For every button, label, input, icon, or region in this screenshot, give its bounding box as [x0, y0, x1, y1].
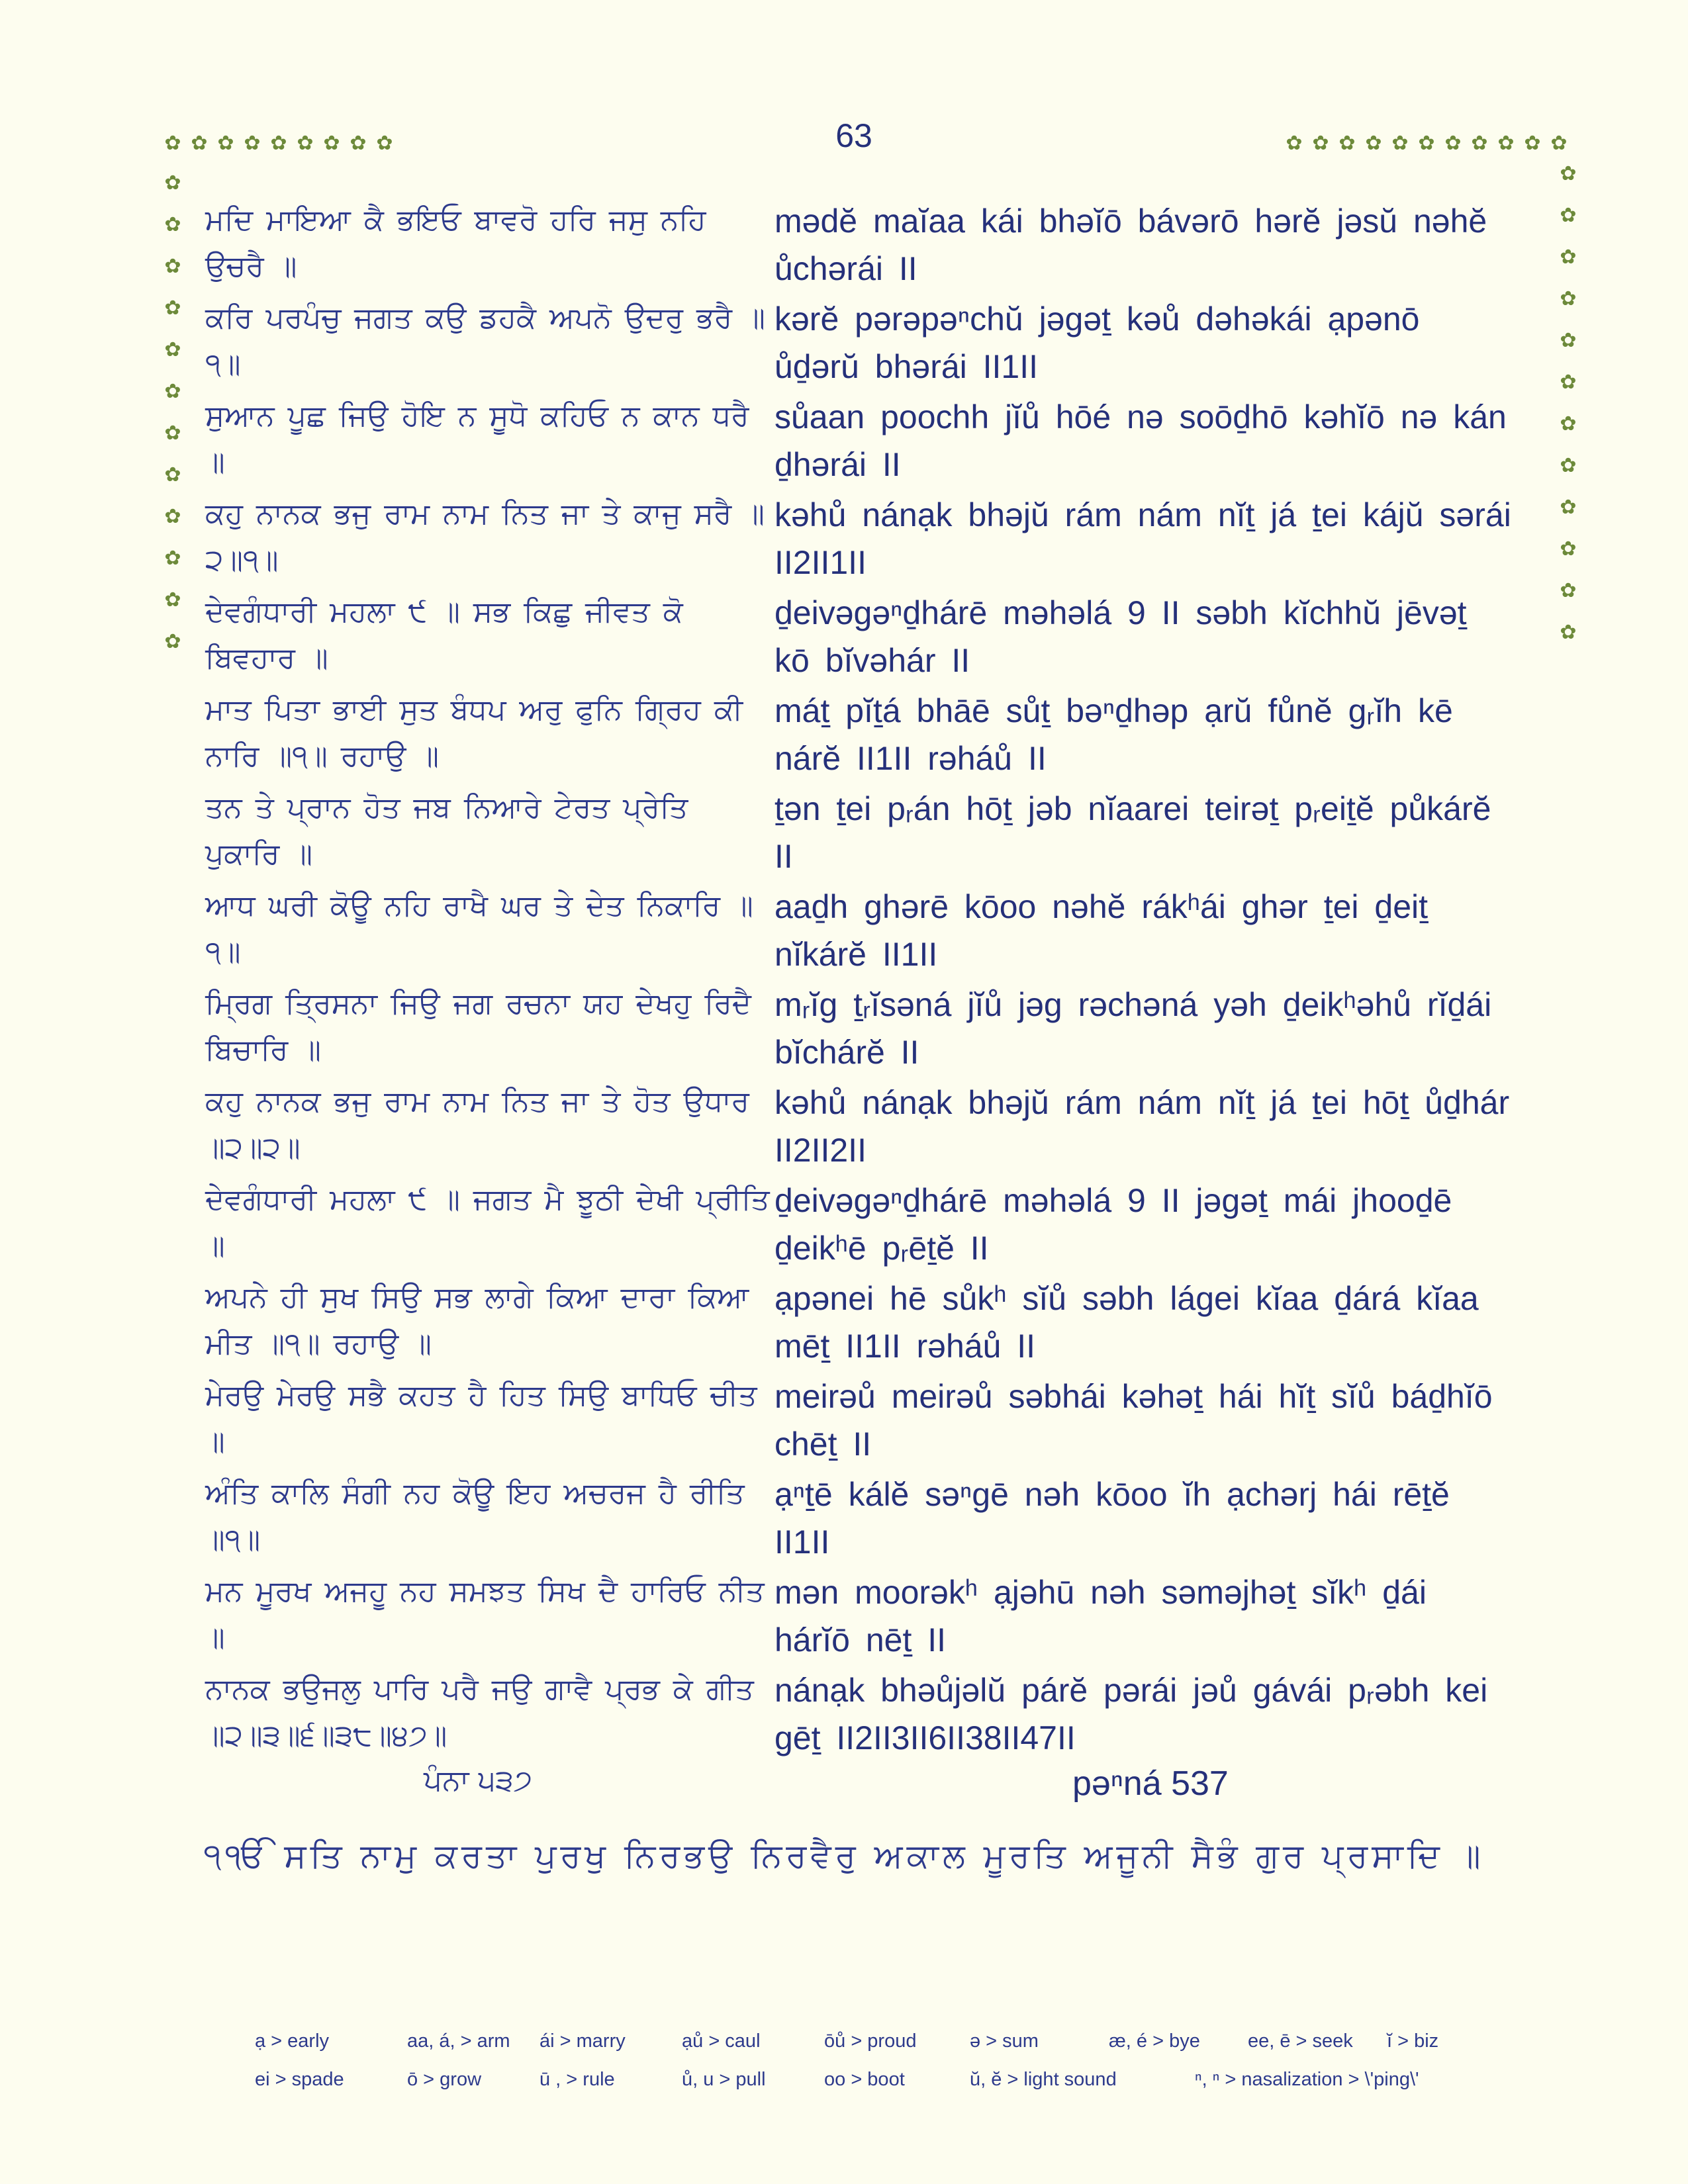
- verse-row: [205, 1177, 1523, 1272]
- page-number: 63: [835, 117, 872, 154]
- flower-icon: ✿: [1560, 579, 1577, 602]
- legend-item: ŭ, ĕ > light sound: [970, 2069, 1117, 2090]
- flower-icon: ✿: [164, 463, 181, 486]
- flower-icon: ✿: [1560, 496, 1577, 519]
- flower-icon: ✿: [164, 547, 181, 570]
- flower-icon: ✿: [1286, 132, 1303, 155]
- transliteration-text: sůaan poochh jĭů hōé nə soōḏhō kəhĭō nə kán ḏhərái II: [774, 398, 1507, 483]
- legend-item: ái > marry: [539, 2030, 626, 2052]
- flower-icon: ✿: [1560, 371, 1577, 394]
- flower-icon: ✿: [350, 132, 367, 155]
- gurmukhi-text: ਆਧ ਘਰੀ ਕੋਊ ਨਹਿ ਰਾਖੈ ਘਰ ਤੇ ਦੇਤ ਨਿਕਾਰਿ ॥੧॥: [205, 889, 753, 969]
- legend-item: ei > spade: [255, 2069, 344, 2090]
- flower-icon: ✿: [1497, 132, 1515, 155]
- transliteration-text: aaḏh ghərē kōoo nəhĕ rákʰái ghər ṯei ḏeiṯ nĭkárĕ II1II: [774, 888, 1429, 973]
- verse-row: [205, 883, 1523, 978]
- gurmukhi-text: ਤਨ ਤੇ ਪ੍ਰਾਨ ਹੋਤ ਜਬ ਨਿਆਰੇ ਟੇਰਤ ਪ੍ਰੇਤਿ ਪੁਕਾਰਿ ॥: [205, 791, 688, 871]
- legend-item: æ, é > bye: [1109, 2030, 1200, 2052]
- verse-row: [205, 687, 1523, 782]
- legend-item: oo > boot: [824, 2069, 905, 2090]
- verse-row: [205, 1079, 1523, 1174]
- verse-row: [205, 393, 1523, 488]
- flower-icon: ✿: [1391, 132, 1409, 155]
- flower-icon: ✿: [217, 132, 234, 155]
- verse-row: [205, 1569, 1523, 1664]
- flower-icon: ✿: [1560, 537, 1577, 561]
- gurmukhi-text: ਅਪਨੇ ਹੀ ਸੁਖ ਸਿਉ ਸਭ ਲਾਗੇ ਕਿਆ ਦਾਰਾ ਕਿਆ ਮੀਤ ॥੧॥ ਰਹਾਉ ॥: [205, 1281, 749, 1361]
- flower-icon: ✿: [1524, 132, 1541, 155]
- transliteration-text: mən moorəkʰ ạjəhū nəh səməjhəṯ sĭkʰ ḏái hárĭō nēṯ II: [774, 1574, 1427, 1659]
- gurmukhi-text: ਸੁਆਨ ਪੂਛ ਜਿਉ ਹੋਇ ਨ ਸੂਧੋ ਕਹਿਓ ਨ ਕਾਨ ਧਰੈ ॥: [205, 399, 749, 479]
- flower-icon: ✿: [164, 338, 181, 361]
- flower-icon: ✿: [323, 132, 340, 155]
- legend-item: ə > sum: [970, 2030, 1039, 2052]
- transliteration-text: ṯən ṯei pᵣán hōṯ jəb nĭaarei teirəṯ pᵣeiṯĕ půkárĕ II: [774, 790, 1491, 875]
- transliteration-text: kəhů nánạk bhəjŭ rám nám nĭṯ já ṯei hōṯ ůḏhár II2II2II: [774, 1084, 1510, 1169]
- flower-icon: ✿: [164, 171, 181, 195]
- verse-row: [205, 295, 1523, 390]
- gurmukhi-text: ਮੇਰਉ ਮੇਰਉ ਸਭੈ ਕਹਤ ਹੈ ਹਿਤ ਸਿਉ ਬਾਧਿਓ ਚੀਤ ॥: [205, 1379, 757, 1459]
- flower-icon: ✿: [1418, 132, 1435, 155]
- panna-gurmukhi: ਪੰਨਾ ੫੩੭: [424, 1764, 533, 1797]
- panna-transliteration: pəⁿná 537: [1072, 1764, 1229, 1803]
- flower-icon: ✿: [1560, 204, 1577, 227]
- flower-icon: ✿: [164, 505, 181, 528]
- verse-row: [205, 1373, 1523, 1468]
- gurmukhi-text: ਦੇਵਗੰਧਾਰੀ ਮਹਲਾ ੯ ॥ ਸਭ ਕਿਛੁ ਜੀਵਤ ਕੋ ਬਿਵਹਾਰ ॥: [205, 595, 683, 675]
- flower-icon: ✿: [297, 132, 314, 155]
- verse-row: [205, 785, 1523, 880]
- legend-item: ō > grow: [407, 2069, 482, 2090]
- gurmukhi-text: ਮਾਤ ਪਿਤਾ ਭਾਈ ਸੁਤ ਬੰਧਪ ਅਰੁ ਫੁਨਿ ਗ੍ਰਿਹ ਕੀ ਨਾਰਿ ॥੧॥ ਰਹਾਉ ॥: [205, 693, 743, 773]
- legend-item: aa, á, > arm: [407, 2030, 510, 2052]
- transliteration-text: mədĕ maĭaa kái bhəĭō bávərō hərĕ jəsŭ nəhĕ ůchərái II: [774, 203, 1487, 287]
- verse-rows: [205, 197, 1523, 1764]
- flower-icon: ✿: [1560, 329, 1577, 352]
- verse-row: [205, 1666, 1523, 1762]
- verse-row: [205, 1471, 1523, 1566]
- legend-item: ĭ > biz: [1387, 2030, 1439, 2052]
- gurmukhi-text: ਕਹੁ ਨਾਨਕ ਭਜੁ ਰਾਮ ਨਾਮ ਨਿਤ ਜਾ ਤੇ ਕਾਜੁ ਸਰੈ ॥੨॥੧॥: [205, 497, 765, 577]
- flower-icon: ✿: [164, 296, 181, 320]
- gurmukhi-text: ਨਾਨਕ ਭਉਜਲੁ ਪਾਰਿ ਪਰੈ ਜਉ ਗਾਵੈ ਪ੍ਰਭ ਕੇ ਗੀਤ ॥੨॥੩॥੬॥੩੮॥੪੭॥: [205, 1672, 754, 1752]
- transliteration-text: mᵣĭg ṯᵣĭsəná jĭů jəg rəchəná yəh ḏeikʰəhů rĭḏái bĭchárĕ II: [774, 986, 1492, 1071]
- legend-item: ů, u > pull: [682, 2069, 766, 2090]
- transliteration-text: kəhů nánạk bhəjŭ rám nám nĭṯ já ṯei kájŭ sərái II2II1II: [774, 496, 1511, 581]
- flower-icon: ✿: [164, 132, 181, 155]
- verse-row: [205, 1275, 1523, 1370]
- flower-icon: ✿: [1560, 287, 1577, 310]
- flower-icon: ✿: [1312, 132, 1329, 155]
- pronunciation-legend: [255, 2030, 1546, 2107]
- flower-icon: ✿: [164, 422, 181, 445]
- gurmukhi-text: ਮਨ ਮੂਰਖ ਅਜਹੂ ਨਹ ਸਮਝਤ ਸਿਖ ਦੈ ਹਾਰਿਓ ਨੀਤ ॥: [205, 1574, 765, 1655]
- verse-row: [205, 197, 1523, 293]
- legend-item: ạ > early: [255, 2030, 330, 2052]
- flower-icon: ✿: [164, 588, 181, 612]
- legend-item: ⁿ, ⁿ > nasalization > \'ping\': [1195, 2069, 1419, 2090]
- mool-mantar: ੧ੴ ਸਤਿ ਨਾਮੁ ਕਰਤਾ ਪੁਰਖੁ ਨਿਰਭਉ ਨਿਰਵੈਰੁ ਅਕਾਲ ਮੂਰਤਿ ਅਜੂਨੀ ਸੈਭੰ ਗੁਰ ਪ੍ਰਸਾਦਿ ॥: [203, 1837, 1485, 1875]
- gurmukhi-text: ਮ੍ਰਿਗ ਤ੍ਰਿਸਨਾ ਜਿਉ ਜਗ ਰਚਨਾ ਯਹ ਦੇਖਹੁ ਰਿਦੈ ਬਿਚਾਰਿ ॥: [205, 987, 751, 1067]
- gurmukhi-text: ਅੰਤਿ ਕਾਲਿ ਸੰਗੀ ਨਹ ਕੋਊ ਇਹ ਅਚਰਜ ਹੈ ਰੀਤਿ ॥੧॥: [205, 1477, 745, 1557]
- flower-icon: ✿: [164, 213, 181, 236]
- legend-item: ạů > caul: [682, 2030, 761, 2052]
- flower-icon: ✿: [1338, 132, 1356, 155]
- flower-icon: ✿: [1471, 132, 1488, 155]
- flower-icon: ✿: [1560, 246, 1577, 269]
- transliteration-text: nánạk bhəůjəlŭ párĕ pərái jəů gávái pᵣəbh kei gēṯ II2II3II6II38II47II: [774, 1672, 1488, 1756]
- transliteration-text: ạⁿṯē kálĕ səⁿgē nəh kōoo ĭh ạchərj hái rēṯĕ II1II: [774, 1476, 1450, 1561]
- verse-row: [205, 491, 1523, 586]
- legend-item: ū , > rule: [539, 2069, 615, 2090]
- flower-icon: ✿: [1560, 621, 1577, 644]
- flower-icon: ✿: [1560, 162, 1577, 185]
- legend-row: [255, 2030, 1546, 2069]
- transliteration-text: ạpənei hē sůkʰ sĭů səbh lágei kĭaa ḏárá kĭaa mēṯ II1II rəháů II: [774, 1280, 1479, 1365]
- flower-icon: ✿: [164, 255, 181, 278]
- gurmukhi-text: ਮਦਿ ਮਾਇਆ ਕੈ ਭਇਓ ਬਾਵਰੋ ਹਰਿ ਜਸੁ ਨਹਿ ਉਚਰੈ ॥: [205, 203, 706, 283]
- flower-icon: ✿: [191, 132, 208, 155]
- verse-row: [205, 589, 1523, 684]
- legend-row: [255, 2069, 1546, 2107]
- flower-icon: ✿: [1550, 132, 1568, 155]
- flower-icon: ✿: [1444, 132, 1462, 155]
- verse-row: [205, 981, 1523, 1076]
- legend-item: ee, ē > seek: [1248, 2030, 1353, 2052]
- transliteration-text: ḏeivəgəⁿḏhárē məhəlá 9 II səbh kĭchhŭ jēvəṯ kō bĭvəhár II: [774, 594, 1467, 679]
- flower-icon: ✿: [1560, 412, 1577, 435]
- transliteration-text: kərĕ pərəpəⁿchŭ jəgəṯ kəů dəhəkái ạpənō ůḏərŭ bhərái II1II: [774, 300, 1420, 385]
- gurmukhi-text: ਦੇਵਗੰਧਾਰੀ ਮਹਲਾ ੯ ॥ ਜਗਤ ਮੈ ਝੂਠੀ ਦੇਖੀ ਪ੍ਰੀਤਿ ॥: [205, 1183, 770, 1263]
- transliteration-text: ḏeivəgəⁿḏhárē məhəlá 9 II jəgəṯ mái jhooḏē ḏeikʰē pᵣēṯĕ II: [774, 1182, 1452, 1267]
- flower-icon: ✿: [376, 132, 393, 155]
- gurmukhi-text: ਕਹੁ ਨਾਨਕ ਭਜੁ ਰਾਮ ਨਾਮ ਨਿਤ ਜਾ ਤੇ ਹੋਤ ਉਧਾਰ ॥੨॥੨॥: [205, 1085, 749, 1165]
- flower-icon: ✿: [1560, 454, 1577, 477]
- transliteration-text: meirəů meirəů səbhái kəhəṯ hái hĭṯ sĭů báḏhĭō chēṯ II: [774, 1378, 1493, 1463]
- flower-icon: ✿: [1365, 132, 1382, 155]
- gurmukhi-text: ਕਰਿ ਪਰਪੰਚੁ ਜਗਤ ਕਉ ਡਹਕੈ ਅਪਨੋ ਉਦਰੁ ਭਰੈ ॥੧॥: [205, 301, 765, 381]
- flower-icon: ✿: [270, 132, 287, 155]
- transliteration-text: máṯ pĭṯá bhāē sůṯ bəⁿḏhəp ạrŭ fůnĕ gᵣĭh kē nárĕ II1II rəháů II: [774, 692, 1453, 777]
- legend-item: ōů > proud: [824, 2030, 917, 2052]
- flower-icon: ✿: [164, 380, 181, 403]
- flower-icon: ✿: [164, 630, 181, 653]
- flower-icon: ✿: [244, 132, 261, 155]
